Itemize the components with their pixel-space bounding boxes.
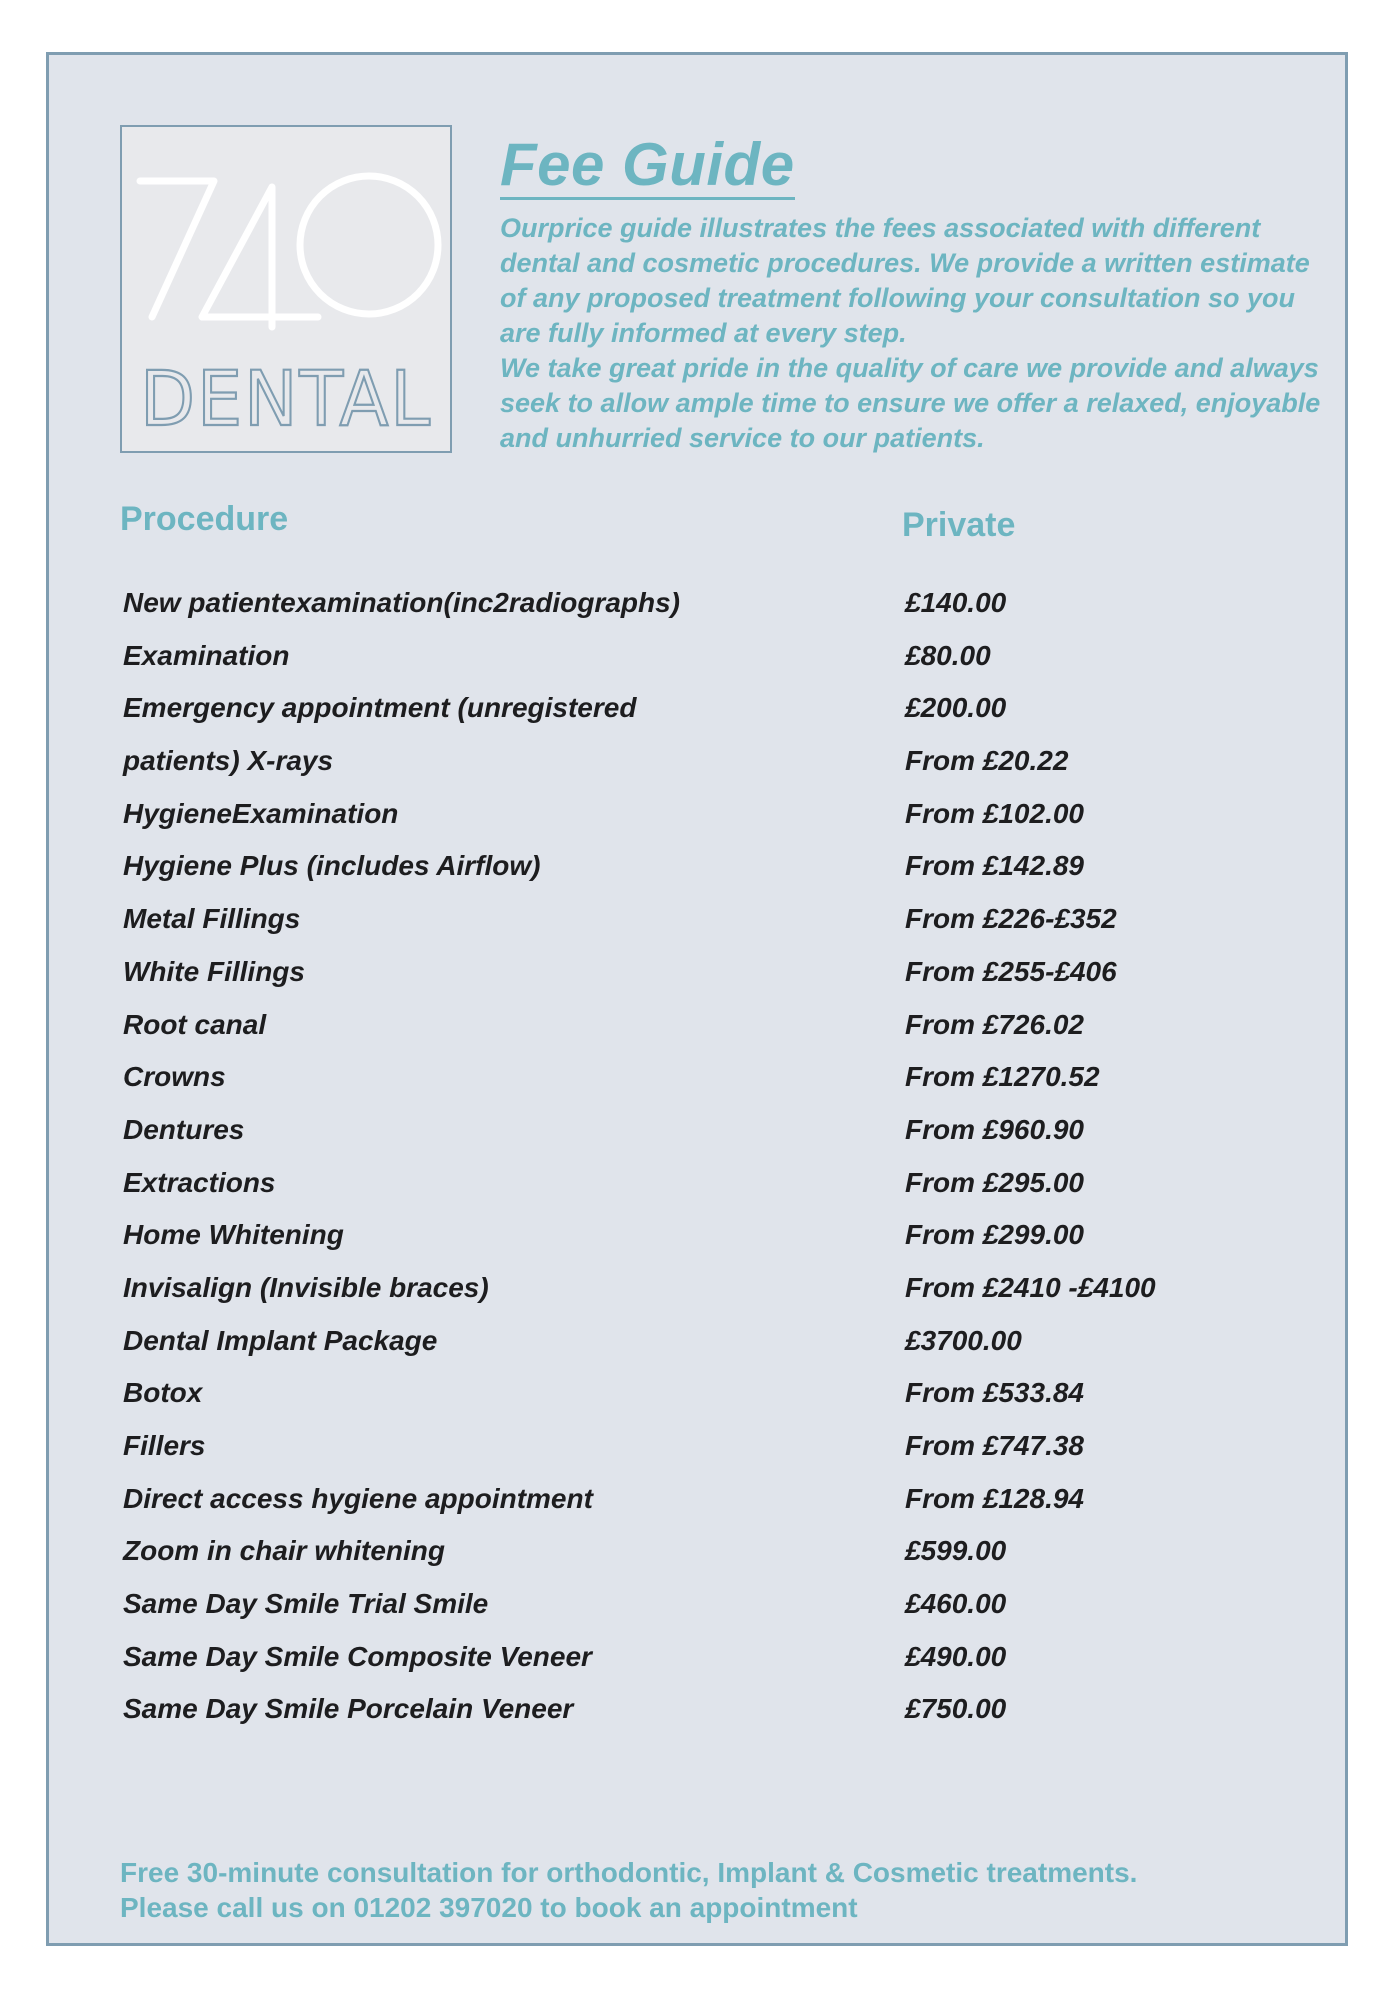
private-column-header: Private xyxy=(902,506,1016,544)
private-price: From £255-£406 xyxy=(905,955,1117,987)
procedure-name: Same Day Smile Trial Smile xyxy=(123,1588,489,1620)
private-price: From £2410 -£4100 xyxy=(905,1271,1156,1303)
table-row xyxy=(123,850,1263,903)
procedure-name: Same Day Smile Porcelain Veneer xyxy=(123,1693,574,1725)
table-row xyxy=(123,1219,1263,1272)
procedure-name: Zoom in chair whitening xyxy=(123,1535,445,1567)
private-price: From £20.22 xyxy=(905,745,1069,777)
table-row xyxy=(123,587,1263,640)
procedure-name: Home Whitening xyxy=(123,1219,344,1251)
procedure-name: New patientexamination(inc2radiographs) xyxy=(123,587,680,618)
procedure-name: Emergency appointment (unregistered xyxy=(123,692,637,724)
procedure-name: White Fillings xyxy=(123,955,305,987)
table-row xyxy=(123,1167,1263,1220)
procedure-name: Dentures xyxy=(123,1113,245,1145)
table-row xyxy=(123,1588,1263,1641)
private-price: From £1270.52 xyxy=(905,1061,1100,1093)
logo-wordmark: DENTAL xyxy=(140,354,432,443)
table-row xyxy=(123,1114,1263,1167)
table-row xyxy=(123,1483,1263,1536)
procedure-name: Hygiene Plus (includes Airflow) xyxy=(123,850,541,882)
table-row xyxy=(123,1377,1263,1430)
intro-text xyxy=(500,211,1340,456)
table-row xyxy=(123,903,1263,956)
private-price: From £128.94 xyxy=(905,1482,1084,1514)
logo-mark xyxy=(122,127,450,451)
private-price: £599.00 xyxy=(905,1535,1007,1567)
table-row xyxy=(123,1535,1263,1588)
page-title: Fee Guide xyxy=(500,131,795,198)
table-row xyxy=(123,745,1263,798)
private-price: From £226-£352 xyxy=(905,903,1117,935)
table-row xyxy=(123,640,1263,693)
private-price: From £960.90 xyxy=(905,1113,1084,1145)
procedure-name: Examination xyxy=(123,639,290,671)
procedure-name: Metal Fillings xyxy=(123,903,301,935)
table-row xyxy=(123,798,1263,851)
table-row xyxy=(123,956,1263,1009)
procedure-name: patients) X-rays xyxy=(123,745,334,777)
private-price: From £726.02 xyxy=(905,1008,1084,1040)
procedure-name: Fillers xyxy=(123,1430,206,1461)
table-row xyxy=(123,1061,1263,1114)
procedure-name: Crowns xyxy=(123,1061,226,1093)
practice-logo xyxy=(120,125,452,453)
procedure-name: Botox xyxy=(123,1377,203,1409)
table-row xyxy=(123,1693,1263,1746)
procedure-name: Extractions xyxy=(123,1166,276,1198)
footer-consultation-offer: Free 30-minute consultation for orthodontic, Implant & Cosmetic treatments. xyxy=(120,1857,1138,1888)
private-price: From £747.38 xyxy=(905,1430,1084,1461)
procedure-name: Root canal xyxy=(123,1008,267,1040)
footer-note xyxy=(120,1855,1137,1925)
private-price: From £295.00 xyxy=(905,1166,1084,1198)
fee-table xyxy=(123,587,1263,1746)
private-price: From £533.84 xyxy=(905,1377,1084,1409)
intro-paragraph-1: Ourprice guide illustrates the fees associated with different dental and cosmetic procedures. We provide a written estimate of any proposed treatment following your consultation so you are fully informed at every step. xyxy=(500,213,1310,348)
private-price: From £142.89 xyxy=(905,850,1084,882)
private-price: £200.00 xyxy=(905,692,1007,724)
table-row xyxy=(123,1430,1263,1483)
footer-contact-line: Please call us on 01202 397020 to book an appointment xyxy=(120,1892,858,1923)
private-price: £140.00 xyxy=(905,587,1007,618)
table-row xyxy=(123,1009,1263,1062)
private-price: £460.00 xyxy=(905,1588,1007,1620)
private-price: £80.00 xyxy=(905,639,991,671)
procedure-name: Dental Implant Package xyxy=(123,1324,438,1356)
private-price: From £102.00 xyxy=(905,797,1084,829)
intro-paragraph-2: We take great pride in the quality of care we provide and always seek to allow ample time to ensure we offer a relaxed, enjoyable and unhurried service to our patients. xyxy=(500,353,1321,453)
procedure-name: HygieneExamination xyxy=(123,797,399,829)
private-price: From £299.00 xyxy=(905,1219,1084,1251)
procedure-name: Direct access hygiene appointment xyxy=(123,1482,593,1514)
private-price: £750.00 xyxy=(905,1693,1007,1725)
procedure-column-header: Procedure xyxy=(120,500,289,538)
table-row xyxy=(123,1641,1263,1694)
table-row xyxy=(123,1272,1263,1325)
private-price: £3700.00 xyxy=(905,1324,1022,1356)
procedure-name: Same Day Smile Composite Veneer xyxy=(123,1640,592,1672)
fee-guide-sheet xyxy=(46,52,1348,1946)
table-row xyxy=(123,1325,1263,1378)
table-row xyxy=(123,692,1263,745)
procedure-name: Invisalign (Invisible braces) xyxy=(123,1271,489,1303)
private-price: £490.00 xyxy=(905,1640,1007,1672)
